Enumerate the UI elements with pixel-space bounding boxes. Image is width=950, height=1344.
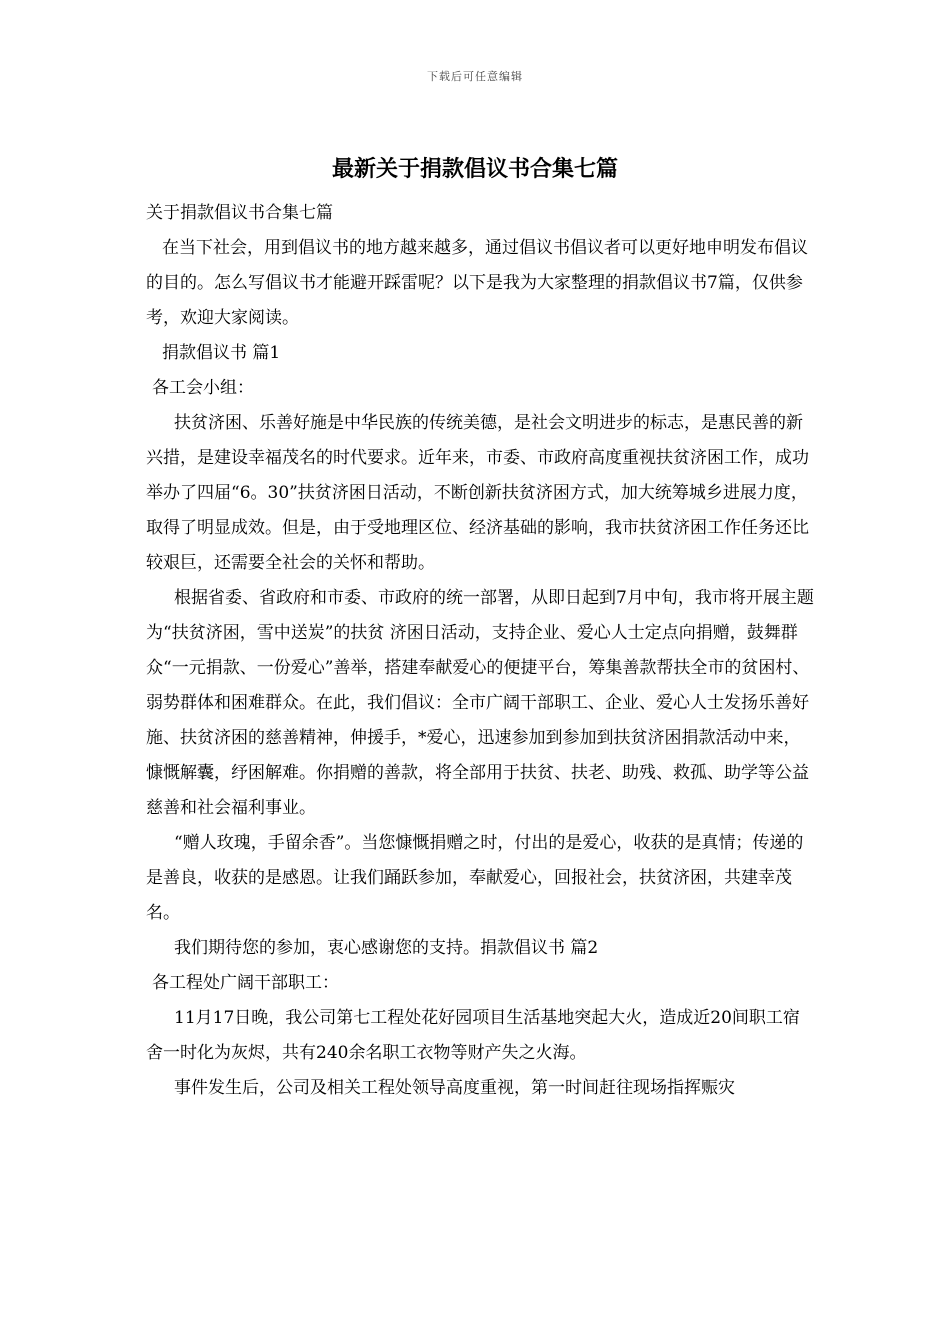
- salutation-2: 各工程处广阔干部职工：: [152, 973, 339, 993]
- body-paragraph-1: 扶贫济困、乐善好施是中华民族的传统美德，是社会文明进步的标志，是惠民善的新兴措，是建设幸福茂名的时代要求。近年来，市委、市政府高度重视扶贫济困工作，成功举办了四届“6。30”扶贫济困日活动，不断创新扶贫济困方式，加大统筹城乡进展力度，取得了明显成效。但是，由于受地理区位、经济基础的影响，我市扶贫济困工作任务还比较艰巨，还需要全社会的关怀和帮助。: [146, 413, 809, 573]
- document-body: [146, 196, 816, 1106]
- intro-paragraph: 在当下社会，用到倡议书的地方越来越多，通过倡议书倡议者可以更好地申明发布倡议的目的。怎么写倡议书才能避开踩雷呢？以下是我为大家整理的捐款倡议书7篇，仅供参考，欢迎大家阅读。: [146, 238, 808, 328]
- body-paragraph-2: 根据省委、省政府和市委、市政府的统一部署，从即日起到7月中旬，我市将开展主题为“扶贫济困，雪中送炭”的扶贫 济困日活动，支持企业、爱心人士定点向捐赠，鼓舞群众“一元捐款、一份爱心”善举，搭建奉献爱心的便捷平台，筹集善款帮扶全市的贫困村、弱势群体和困难群众。在此，我们倡议：全市广阔干部职工、企业、爱心人士发扬乐善好施、扶贫济困的慈善精神，伸援手，*爱心，迅速参加到参加到扶贫济困捐款活动中来，慷慨解囊，纾困解难。你捐赠的善款，将全部用于扶贫、扶老、助残、救孤、助学等公益慈善和社会福利事业。: [146, 588, 814, 818]
- body-paragraph-4: 我们期待您的参加，衷心感谢您的支持。捐款倡议书 篇2: [174, 938, 599, 958]
- salutation-1: 各工会小组：: [152, 378, 254, 398]
- header-note: 下载后可任意编辑: [427, 70, 523, 83]
- section-heading-1: 捐款倡议书 篇1: [162, 343, 281, 363]
- document-title: 最新关于捐款倡议书合集七篇: [331, 157, 618, 182]
- body-paragraph-5: 11月17日晚，我公司第七工程处花好园项目生活基地突起大火，造成近20间职工宿舍一时化为灰烬，共有240余名职工衣物等财产失之火海。: [146, 1008, 800, 1063]
- body-paragraph-3: “赠人玫瑰，手留余香”。当您慷慨捐赠之时，付出的是爱心，收获的是真情；传递的是善良，收获的是感恩。让我们踊跃参加，奉献爱心，回报社会，扶贫济困，共建幸茂名。: [146, 833, 804, 923]
- subtitle-line: 关于捐款倡议书合集七篇: [146, 203, 333, 223]
- body-paragraph-6: 事件发生后，公司及相关工程处领导高度重视，第一时间赶往现场指挥赈灾: [174, 1078, 735, 1098]
